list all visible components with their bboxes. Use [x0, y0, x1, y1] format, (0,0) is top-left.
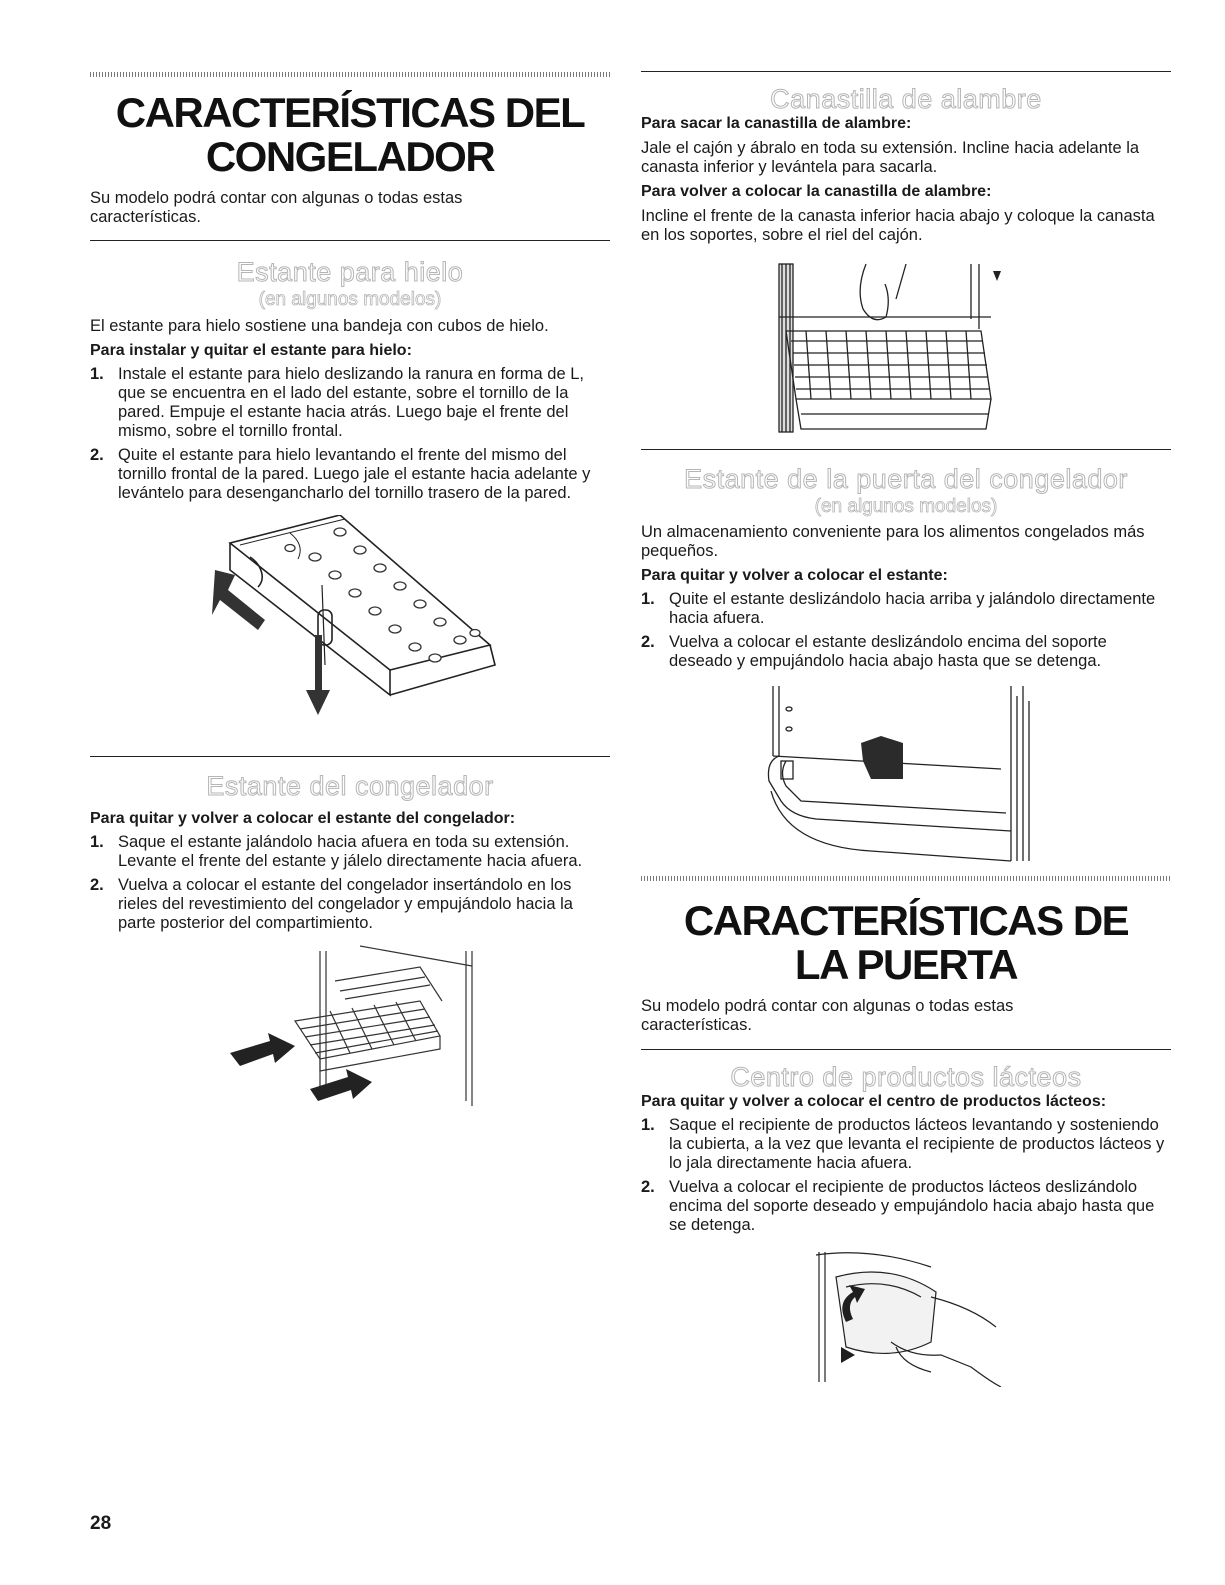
freezer-door-shelf-steps [641, 590, 1171, 671]
list-item [641, 633, 1171, 671]
list-item [641, 1178, 1171, 1235]
list-item [90, 876, 610, 933]
freezer-door-shelf-note: (en algunos modelos) [814, 496, 998, 517]
list-item [641, 1116, 1171, 1173]
wire-basket-section [641, 84, 1171, 437]
step-number: 2. [90, 876, 104, 894]
ice-shelf-note: (en algunos modelos) [258, 289, 442, 310]
arrow-icon [230, 1033, 372, 1101]
title-line-1: CARACTERÍSTICAS DE [683, 897, 1129, 944]
step-text: Vuelva a colocar el estante deslizándolo encima del soporte deseado y empujándolo hacia abajo hasta que se detenga. [669, 633, 1107, 670]
door-features-intro: Su modelo podrá contar con algunas o todas estas características. [641, 997, 1014, 1034]
wire-basket-remove-text: Jale el cajón y ábralo en toda su extensión. Incline hacia adelante la canasta inferior y levántela para sacarla. [641, 139, 1140, 176]
ice-shelf-steps [90, 365, 610, 503]
door-features-title [641, 899, 1171, 987]
freezer-door-shelf-description: Un almacenamiento conveniente para los alimentos congelados más pequeños. [641, 523, 1145, 560]
list-item [641, 590, 1171, 628]
freezer-door-shelf-instructions-heading: Para quitar y volver a colocar el estante: [641, 567, 948, 584]
hatched-divider [90, 72, 610, 77]
freezer-shelf-title: Estante del congelador [206, 771, 494, 801]
step-text: Vuelva a colocar el estante del congelador insertándolo en los rieles del revestimiento del congelador y empujándolo hacia la parte posterior del compartimiento. [118, 876, 573, 932]
freezer-door-shelf-section [641, 464, 1171, 866]
ice-shelf-illustration [90, 515, 610, 740]
freezer-door-shelf-illustration [641, 681, 1171, 866]
step-number: 1. [90, 365, 104, 383]
list-item [90, 446, 610, 503]
dairy-center-steps [641, 1116, 1171, 1235]
step-number: 2. [641, 1178, 655, 1196]
arrow-icon [993, 271, 1001, 281]
wire-basket-replace-heading: Para volver a colocar la canastilla de alambre: [641, 183, 992, 200]
step-number: 2. [641, 633, 655, 651]
step-number: 2. [90, 446, 104, 464]
title-line-2: LA PUERTA [794, 941, 1018, 988]
page-number: 28 [90, 1513, 112, 1534]
left-column [90, 0, 610, 1111]
step-number: 1. [641, 590, 655, 608]
step-text: Saque el recipiente de productos lácteos levantando y sosteniendo la cubierta, a la vez que levanta el recipiente de productos lácteos y lo jala directamente hacia afuera. [669, 1116, 1165, 1172]
hatched-divider [641, 876, 1171, 881]
right-column [641, 0, 1171, 1387]
arrow-icon [861, 736, 903, 779]
wire-basket-title: Canastilla de alambre [770, 84, 1042, 114]
freezer-shelf-steps [90, 833, 610, 933]
wire-basket-illustration [641, 259, 1171, 437]
step-text: Vuelva a colocar el recipiente de productos lácteos deslizándolo encima del soporte deseado y empujándolo hacia abajo hasta que se detenga. [669, 1178, 1155, 1234]
freezer-shelf-instructions-heading: Para quitar y volver a colocar el estante del congelador: [90, 810, 516, 827]
step-number: 1. [641, 1116, 655, 1134]
freezer-features-intro: Su modelo podrá contar con algunas o todas estas características. [90, 189, 463, 226]
freezer-shelf-section [90, 771, 610, 1111]
ice-shelf-title: Estante para hielo [236, 257, 464, 287]
step-text: Quite el estante deslizándolo hacia arriba y jalándolo directamente hacia afuera. [669, 590, 1156, 627]
step-text: Instale el estante para hielo deslizando la ranura en forma de L, que se encuentra en el lado del estante, sobre el tornillo de la pared. Empuje el estante hacia atrás. Luego baje el frente del mismo, sobre el tornillo frontal. [118, 365, 584, 440]
list-item [90, 365, 610, 441]
title-line-2: CONGELADOR [205, 133, 495, 180]
step-text: Quite el estante para hielo levantando el frente del mismo del tornillo frontal de la pared. Luego jale el estante hacia adelante y levántelo para desengancharlo del tornillo trasero de la pared. [118, 446, 591, 502]
section-divider [90, 756, 610, 757]
section-divider [90, 240, 610, 241]
step-text: Saque el estante jalándolo hacia afuera en toda su extensión. Levante el frente del estante y jálelo directamente hacia afuera. [118, 833, 583, 870]
section-divider [641, 71, 1171, 72]
wire-basket-remove-heading: Para sacar la canastilla de alambre: [641, 115, 912, 132]
list-item [90, 833, 610, 871]
wire-basket-replace-text: Incline el frente de la canasta inferior hacia abajo y coloque la canasta en los soportes, sobre el riel del cajón. [641, 207, 1155, 244]
dairy-center-section [641, 1062, 1171, 1387]
step-number: 1. [90, 833, 104, 851]
ice-shelf-instructions-heading: Para instalar y quitar el estante para hielo: [90, 342, 412, 359]
dairy-center-title: Centro de productos lácteos [730, 1062, 1082, 1092]
section-divider [641, 1049, 1171, 1050]
dairy-center-illustration [641, 1247, 1171, 1387]
freezer-features-title [90, 91, 610, 179]
freezer-shelf-illustration [90, 941, 610, 1111]
freezer-door-shelf-title: Estante de la puerta del congelador [684, 464, 1128, 494]
ice-cube-cavity [334, 528, 346, 536]
title-line-1: CARACTERÍSTICAS DEL [115, 89, 585, 136]
ice-shelf-description: El estante para hielo sostiene una bandeja con cubos de hielo. [90, 317, 549, 335]
section-divider [641, 449, 1171, 450]
ice-shelf-section [90, 257, 610, 740]
dairy-center-instructions-heading: Para quitar y volver a colocar el centro de productos lácteos: [641, 1093, 1107, 1110]
